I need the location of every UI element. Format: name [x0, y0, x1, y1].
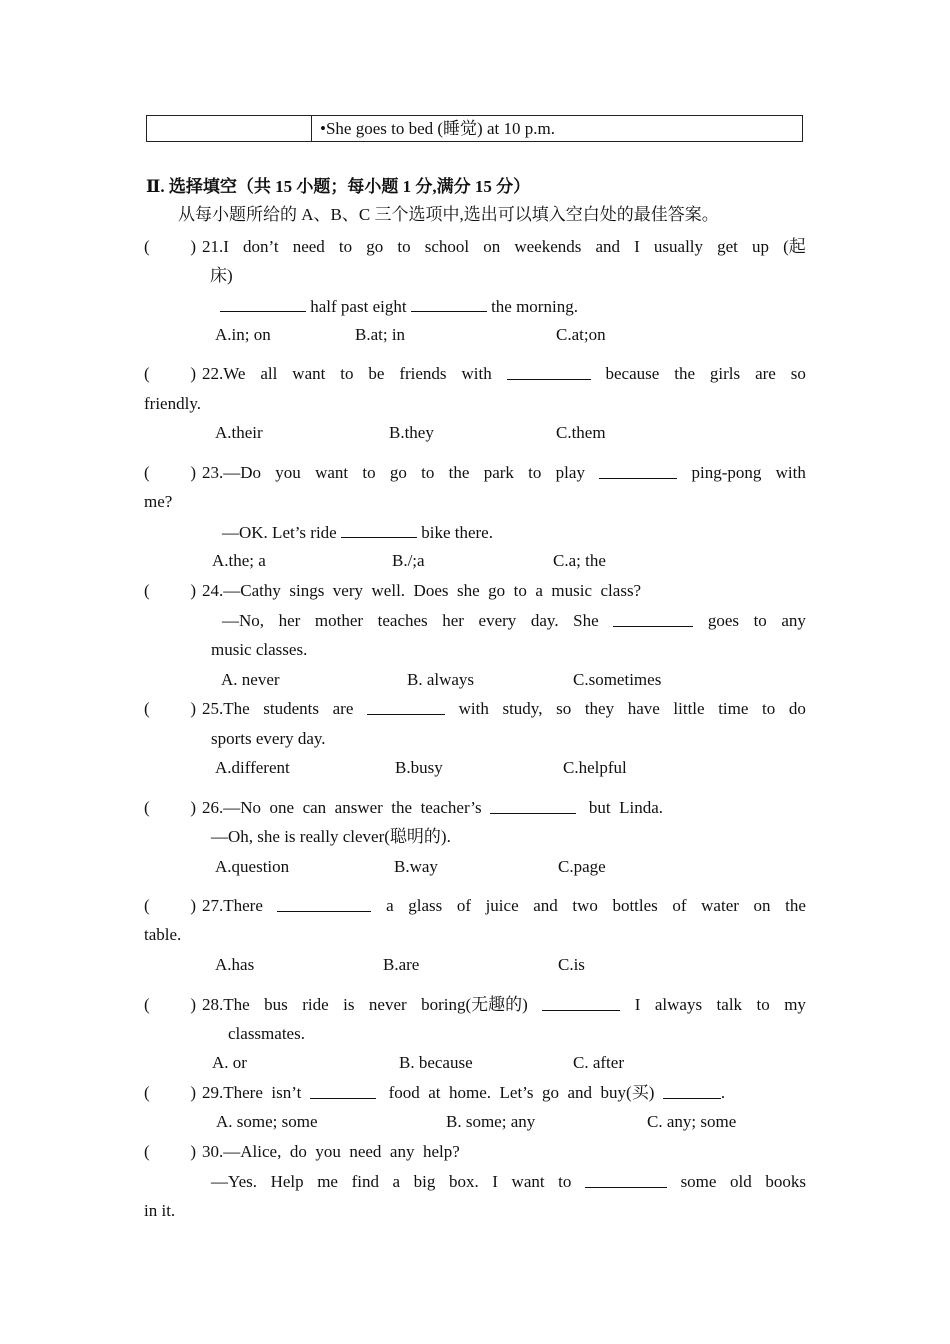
word: play: [555, 463, 585, 482]
word: talk: [716, 995, 743, 1014]
word: bottles: [612, 896, 658, 915]
word: to: [397, 237, 411, 256]
word: to: [528, 463, 542, 482]
option-a[interactable]: A.different: [215, 758, 290, 777]
word: her: [278, 611, 301, 630]
word: time: [718, 699, 749, 718]
word: Help: [270, 1172, 304, 1191]
word: friends: [399, 364, 447, 383]
question-text: [202, 994, 806, 1016]
word: goes: [707, 611, 739, 630]
word: so: [790, 364, 806, 383]
word: 28.The: [202, 995, 250, 1014]
word: her: [442, 611, 464, 630]
question-27-cont: table.: [144, 925, 182, 944]
question-28: [144, 994, 806, 1016]
word: have: [627, 699, 660, 718]
option-b[interactable]: B.way: [394, 857, 438, 876]
word: students: [263, 699, 320, 718]
word: need: [292, 237, 325, 256]
question-text: [202, 895, 806, 917]
word: box.: [448, 1172, 479, 1191]
word: usually: [653, 237, 704, 256]
answer-blank: [341, 521, 417, 538]
word: 22.We: [202, 364, 246, 383]
question-29: ( ) 29.There isn’t food at home. Let’s go and buy(买) .: [144, 1083, 726, 1102]
word: to: [756, 995, 770, 1014]
option-a[interactable]: A.their: [215, 423, 263, 442]
answer-paren[interactable]: ( ): [144, 798, 196, 817]
word: a: [392, 1172, 401, 1191]
word: is: [343, 995, 355, 1014]
word: to: [753, 611, 767, 630]
answer-blank: [663, 1082, 721, 1099]
option-b[interactable]: B. because: [399, 1053, 473, 1072]
word: want: [511, 1172, 545, 1191]
word: with: [461, 364, 492, 383]
word: on: [483, 237, 501, 256]
question-21-line2: half past eight the morning.: [220, 295, 578, 318]
question-23-line2: —OK. Let’s ride bike there.: [222, 523, 493, 542]
option-b[interactable]: B. some; any: [446, 1112, 536, 1131]
word: a: [386, 896, 394, 915]
answer-blank: [585, 1171, 667, 1188]
answer-blank: [599, 462, 677, 479]
word: on: [753, 896, 771, 915]
answer-blank: [542, 994, 620, 1011]
option-b[interactable]: B.they: [389, 423, 434, 442]
answer-blank: [507, 363, 591, 380]
option-b[interactable]: B. always: [407, 670, 475, 689]
answer-blank: [277, 895, 371, 912]
question-23: [144, 462, 806, 484]
option-c[interactable]: C. any; some: [647, 1112, 737, 1131]
word: want: [315, 463, 349, 482]
answer-blank: [613, 610, 693, 627]
option-a[interactable]: A. some; some: [216, 1112, 318, 1131]
word: study,: [502, 699, 543, 718]
section-title: Ⅱ. 选择填空（共 15 小题；每小题 1 分,满分 15 分）: [146, 177, 531, 196]
option-b[interactable]: B.busy: [395, 758, 443, 777]
word: 21.I: [202, 237, 229, 256]
word: always: [654, 995, 703, 1014]
word: day.: [530, 611, 559, 630]
word: mother: [314, 611, 364, 630]
word: old: [730, 1172, 752, 1191]
question-26: ( ) 26.—No one can answer the teacher’s but Linda.: [144, 798, 664, 817]
word: any: [781, 611, 806, 630]
word: the: [674, 364, 696, 383]
word: I: [634, 237, 640, 256]
question-23-cont: me?: [144, 492, 173, 511]
word: don’t: [243, 237, 279, 256]
word: to: [362, 463, 376, 482]
word: get: [717, 237, 738, 256]
word: little: [673, 699, 705, 718]
question-30: ( ) 30.—Alice, do you need any help?: [144, 1142, 460, 1161]
word: to: [762, 699, 776, 718]
word: with: [458, 699, 489, 718]
word: —Yes.: [211, 1172, 257, 1191]
word: find: [351, 1172, 379, 1191]
word: girls: [709, 364, 741, 383]
answer-blank: [411, 295, 487, 312]
option-c[interactable]: C.them: [556, 423, 606, 442]
word: weekends: [514, 237, 582, 256]
question-28-cont: classmates.: [228, 1024, 305, 1043]
word: I: [634, 995, 641, 1014]
question-26-line2: —Oh, she is really clever(聪明的).: [211, 827, 451, 846]
question-text: [202, 698, 806, 720]
word: bus: [264, 995, 288, 1014]
word: park: [483, 463, 514, 482]
question-24-cont: music classes.: [211, 640, 308, 659]
answer-blank: [367, 698, 445, 715]
answer-paren[interactable]: ( ): [144, 896, 196, 915]
question-text: [202, 462, 806, 484]
word: up: [752, 237, 770, 256]
option-c[interactable]: C.a; the: [553, 551, 606, 570]
schedule-table-row: [146, 115, 803, 142]
answer-blank: [490, 797, 576, 814]
word: and: [533, 896, 558, 915]
question-25: [144, 698, 806, 720]
word: go: [366, 237, 384, 256]
option-c[interactable]: C.page: [558, 857, 606, 876]
option-a[interactable]: A. or: [212, 1053, 247, 1072]
word: —No,: [222, 611, 265, 630]
word: with: [775, 463, 806, 482]
answer-blank: [220, 295, 306, 312]
word: glass: [408, 896, 443, 915]
question-text: [202, 363, 806, 385]
option-c[interactable]: C.helpful: [563, 758, 627, 777]
word: the: [448, 463, 470, 482]
question-30-line2: [211, 1171, 806, 1193]
word: 25.The: [202, 699, 250, 718]
word: every: [478, 611, 517, 630]
answer-paren[interactable]: ( ): [144, 995, 196, 1014]
word: books: [765, 1172, 806, 1191]
word: go: [389, 463, 407, 482]
option-b[interactable]: B.are: [383, 955, 420, 974]
question-30-cont: in it.: [144, 1201, 176, 1220]
word: water: [701, 896, 739, 915]
word: some: [680, 1172, 717, 1191]
answer-paren[interactable]: ( ): [144, 463, 196, 482]
word: two: [572, 896, 598, 915]
word: you: [275, 463, 301, 482]
word: are: [332, 699, 354, 718]
word: boring(无趣的): [421, 995, 528, 1014]
option-c[interactable]: C.sometimes: [573, 670, 662, 689]
table-cell-text: •She goes to bed (睡觉) at 10 p.m.: [320, 119, 555, 138]
word: teaches: [377, 611, 428, 630]
word: are: [755, 364, 776, 383]
option-a[interactable]: A.in; on: [215, 325, 271, 344]
option-c[interactable]: C.at;on: [556, 325, 606, 344]
word: I: [492, 1172, 498, 1191]
word: big: [413, 1172, 436, 1191]
word: be: [368, 364, 385, 383]
question-21-cont: 床): [210, 266, 233, 285]
answer-blank: [310, 1082, 376, 1099]
word: school: [424, 237, 470, 256]
question-24: ( ) 24.—Cathy sings very well. Does she go to a music class?: [144, 581, 642, 600]
question-22: [144, 363, 806, 385]
question-text: [202, 236, 806, 258]
option-a[interactable]: A.the; a: [212, 551, 266, 570]
word: 27.There: [202, 896, 263, 915]
answer-paren[interactable]: ( ): [144, 237, 196, 256]
word: and: [595, 237, 621, 256]
word: (起: [783, 237, 806, 256]
option-c[interactable]: C. after: [573, 1053, 624, 1072]
word: ping-pong: [691, 463, 762, 482]
word: to: [558, 1172, 572, 1191]
section-instruction: 从每小题所给的 A、B、C 三个选项中,选出可以填入空白处的最佳答案。: [178, 205, 719, 224]
word: She: [573, 611, 599, 630]
option-a[interactable]: A. never: [221, 670, 280, 689]
question-22-cont: friendly.: [144, 394, 201, 413]
word: to: [421, 463, 435, 482]
word: of: [672, 896, 687, 915]
word: me: [317, 1172, 338, 1191]
word: they: [584, 699, 615, 718]
word: so: [556, 699, 572, 718]
word: want: [292, 364, 326, 383]
answer-paren[interactable]: ( ): [144, 1083, 196, 1102]
question-21: [144, 236, 806, 258]
word: do: [788, 699, 806, 718]
table-cell-empty: [147, 116, 312, 141]
answer-paren[interactable]: ( ): [144, 699, 196, 718]
word: my: [784, 995, 806, 1014]
answer-paren[interactable]: ( ): [144, 364, 196, 383]
option-c[interactable]: C.is: [558, 955, 585, 974]
question-25-cont: sports every day.: [211, 729, 326, 748]
answer-paren[interactable]: ( ): [144, 1142, 196, 1161]
word: of: [456, 896, 471, 915]
answer-paren[interactable]: ( ): [144, 581, 196, 600]
question-24-line2: [222, 610, 806, 632]
option-b[interactable]: B.at; in: [355, 325, 406, 344]
option-b[interactable]: B./;a: [392, 551, 425, 570]
word: because: [605, 364, 660, 383]
option-a[interactable]: A.has: [215, 955, 255, 974]
word: all: [260, 364, 278, 383]
word: ride: [302, 995, 329, 1014]
word: to: [338, 237, 353, 256]
option-a[interactable]: A.question: [215, 857, 290, 876]
word: never: [368, 995, 407, 1014]
word: the: [785, 896, 806, 915]
question-27: [144, 895, 806, 917]
word: juice: [485, 896, 519, 915]
word: to: [340, 364, 354, 383]
word: 23.—Do: [202, 463, 262, 482]
